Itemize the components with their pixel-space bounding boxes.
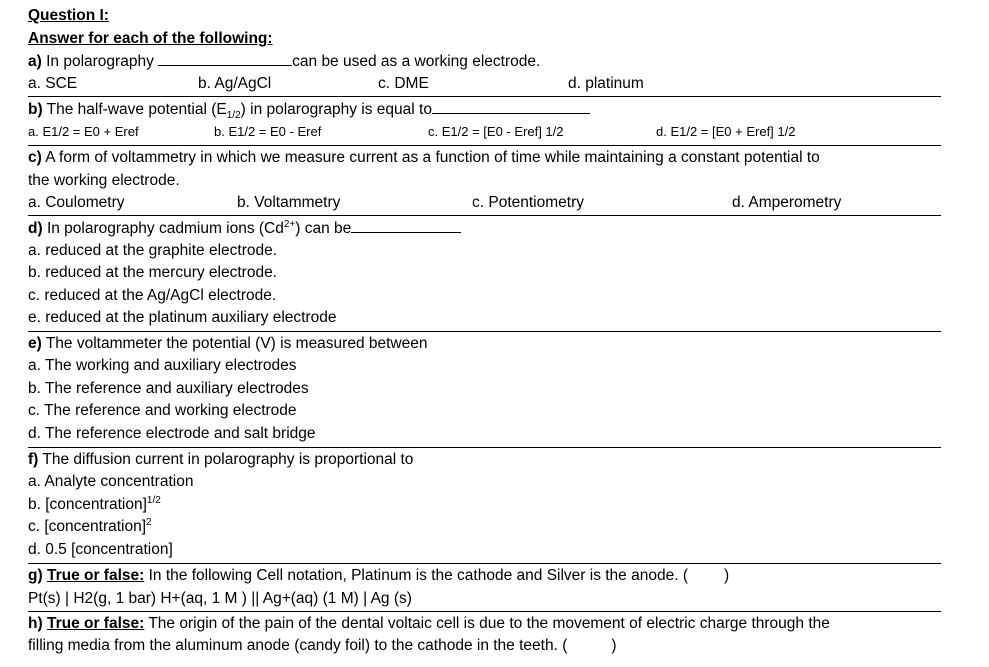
question-g: g) True or false: In the following Cell notation, Platinum is the cathode and Silver is the anode. ( ) [28, 567, 730, 584]
divider [28, 611, 941, 612]
answer-blank[interactable] [158, 51, 292, 66]
option: d. platinum [568, 75, 644, 92]
option: a. SCE [28, 75, 78, 92]
option: d. The reference electrode and salt bridge [28, 425, 316, 442]
divider [28, 215, 941, 216]
option: d. 0.5 [concentration] [28, 541, 173, 558]
option: d. Amperometry [732, 194, 842, 211]
divider [28, 145, 941, 146]
option: c. The reference and working electrode [28, 402, 297, 419]
option: b. Voltammetry [237, 194, 341, 211]
question-f: f) The diffusion current in polarography is proportional to [28, 451, 414, 468]
option: c. reduced at the Ag/AgCl electrode. [28, 287, 277, 304]
option: a. Analyte concentration [28, 473, 194, 490]
option: b. The reference and auxiliary electrodes [28, 380, 309, 397]
divider [28, 96, 941, 97]
divider [28, 563, 941, 564]
option: b. E1/2 = E0 - Eref [214, 124, 322, 139]
question-a: a) In polarography can be used as a working electrode. [28, 53, 541, 70]
option: a. E1/2 = E0 + Eref [28, 124, 139, 139]
question-e: e) The voltammeter the potential (V) is measured between [28, 335, 428, 352]
option: e. reduced at the platinum auxiliary electrode [28, 309, 337, 326]
option: a. The working and auxiliary electrodes [28, 357, 297, 374]
question-h: h) True or false: The origin of the pain of the dental voltaic cell is due to the movement of electric charge through the [28, 615, 830, 632]
option: b. [concentration]$^{1/2}$ [28, 494, 161, 513]
option: d. E1/2 = [E0 + Eref] 1/2 [656, 124, 796, 139]
option: c. Potentiometry [472, 194, 584, 211]
question-c: c) A form of voltammetry in which we measure current as a function of time while maintaining a constant potential to [28, 149, 820, 166]
instruction: Answer for each of the following: [28, 30, 273, 47]
option: b. Ag/AgCl [198, 75, 272, 92]
option: c. E1/2 = [E0 - Eref] 1/2 [428, 124, 564, 139]
answer-blank[interactable] [351, 218, 461, 233]
option: b. reduced at the mercury electrode. [28, 264, 277, 281]
answer-blank[interactable] [432, 99, 590, 114]
option: c. [concentration]$^2$ [28, 516, 152, 535]
option: c. DME [378, 75, 429, 92]
option: a. Coulometry [28, 194, 125, 211]
question-b: b) The half-wave potential $(E_{1/2})$ in polarography is equal to [28, 99, 590, 120]
divider [28, 331, 941, 332]
divider [28, 447, 941, 448]
question-h-line2: filling media from the aluminum anode (candy foil) to the cathode in the teeth. ( ) [28, 637, 617, 654]
question-c-line2: the working electrode. [28, 172, 180, 189]
option: a. reduced at the graphite electrode. [28, 242, 278, 259]
cell-notation: Pt(s) | H2(g, 1 bar) H+(aq, 1 M ) || Ag+(aq) (1 M) | Ag (s) [28, 590, 412, 607]
question-title: Question I: [28, 7, 109, 24]
question-d: d) In polarography cadmium ions $(Cd^{2+})$ can be [28, 218, 461, 239]
